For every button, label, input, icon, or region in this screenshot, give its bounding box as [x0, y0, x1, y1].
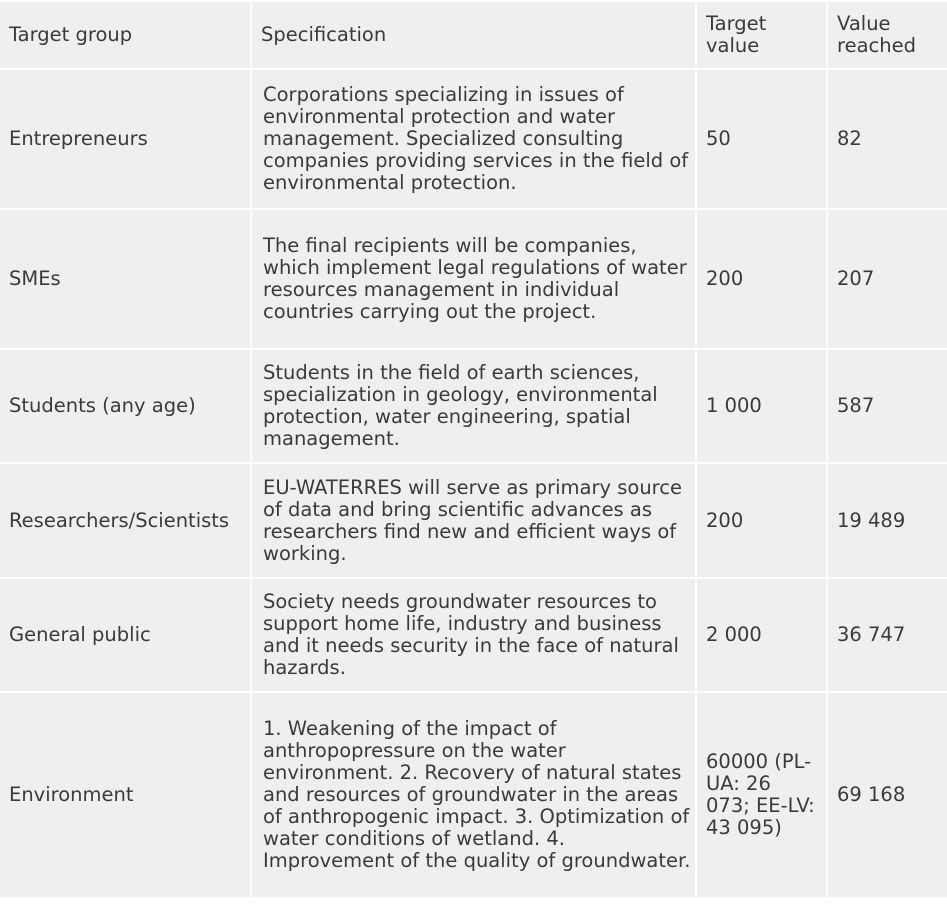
- header-value-reached: Value reached: [828, 2, 947, 68]
- table-row: [0, 350, 947, 462]
- table-row: [0, 210, 947, 348]
- cell-target-value: 200: [697, 464, 826, 577]
- table-row: [0, 579, 947, 691]
- cell-value-reached: 69 168: [828, 693, 947, 897]
- cell-target-group: Researchers/Scientists: [0, 464, 250, 577]
- cell-value-reached: 19 489: [828, 464, 947, 577]
- cell-target-value: 200: [697, 210, 826, 348]
- cell-target-group: Students (any age): [0, 350, 250, 462]
- cell-target-value: 1 000: [697, 350, 826, 462]
- cell-value-reached: 587: [828, 350, 947, 462]
- header-target-group: Target group: [0, 2, 250, 68]
- cell-specification: EU-WATERRES will serve as primary source of data and bring scientific advances as researchers find new and efficient ways of working.: [252, 464, 695, 577]
- table-body: [0, 70, 947, 897]
- table-row: [0, 693, 947, 897]
- cell-target-group: Entrepreneurs: [0, 70, 250, 208]
- cell-value-reached: 82: [828, 70, 947, 208]
- table-row: [0, 464, 947, 577]
- cell-value-reached: 36 747: [828, 579, 947, 691]
- cell-target-group: Environment: [0, 693, 250, 897]
- cell-target-value: 2 000: [697, 579, 826, 691]
- cell-specification: Corporations specializing in issues of environmental protection and water management. Specialized consulting companies providing services in the field of environmental protection.: [252, 70, 695, 208]
- table-header: [0, 2, 947, 68]
- header-row: [0, 2, 947, 68]
- cell-specification: Society needs groundwater resources to support home life, industry and business and it needs security in the face of natural hazards.: [252, 579, 695, 691]
- cell-target-value: 50: [697, 70, 826, 208]
- cell-specification: The final recipients will be companies, which implement legal regulations of water resources management in individual countries carrying out the project.: [252, 210, 695, 348]
- cell-target-group: SMEs: [0, 210, 250, 348]
- cell-target-group: General public: [0, 579, 250, 691]
- cell-specification: Students in the field of earth sciences, specialization in geology, environmental protection, water engineering, spatial management.: [252, 350, 695, 462]
- cell-specification: 1. Weakening of the impact of anthropopressure on the water environment. 2. Recovery of natural states and resources of groundwater in the areas of anthropogenic impact. 3. Optimization of water conditions of wetland. 4. Improvement of the quality of groundwater.: [252, 693, 695, 897]
- cell-value-reached: 207: [828, 210, 947, 348]
- cell-target-value: 60000 (PL-UA: 26 073; EE-LV: 43 095): [697, 693, 826, 897]
- header-specification: Specification: [252, 2, 695, 68]
- header-target-value: Target value: [697, 2, 826, 68]
- table-row: [0, 70, 947, 208]
